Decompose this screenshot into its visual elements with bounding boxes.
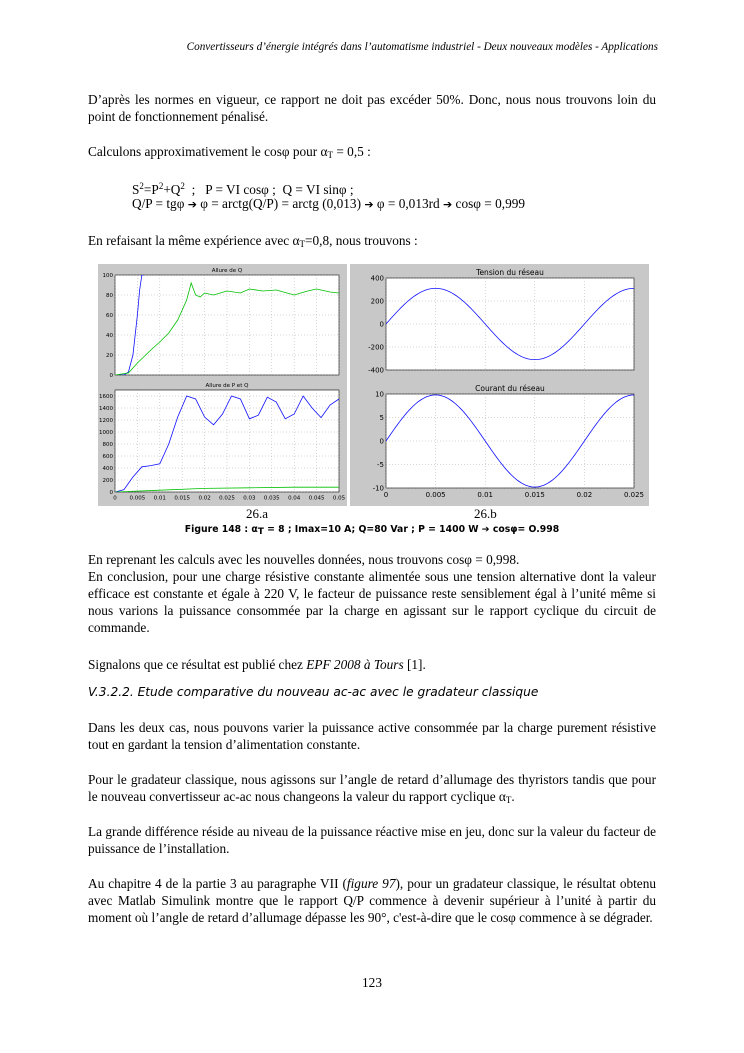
text: =0,8, nous trouvons :	[304, 233, 418, 248]
text: Calculons approximativement le cosφ pour α	[88, 144, 328, 159]
x-tick-label: 0.05	[332, 495, 346, 502]
y-tick-label: 0	[379, 320, 384, 329]
x-tick-label: 0.01	[153, 495, 166, 502]
paragraph-norms: D’après les normes en vigueur, ce rapport ne doit pas excéder 50%. Donc, nous nous trouvons loin du point de fonctionnement pénalisé.	[88, 92, 656, 124]
text: En refaisant la même expérience avec α	[88, 233, 300, 248]
arrow-icon: ➔	[481, 524, 490, 535]
y-tick-label: 10	[375, 390, 384, 399]
x-tick-label: 0.035	[263, 495, 280, 502]
page-number: 123	[362, 975, 382, 990]
text: .	[511, 789, 515, 804]
y-tick-label: 20	[106, 352, 113, 359]
y-tick-label: 0	[109, 489, 113, 496]
y-tick-label: 600	[102, 453, 113, 460]
text: ), pour un gradateur classique, le résultat obtenu avec Matlab Simulink montre que le rapport Q/P commence à devenir supérieur à l’unité à partir du moment où l’angle de retard d’allumage dépasse les 90°, c'est-à-dire que le cosφ commence à se dégrader.	[88, 876, 657, 925]
x-tick-label: 0.02	[198, 495, 211, 502]
chart-tension-reseau	[368, 268, 634, 374]
y-tick-label: 1400	[99, 405, 113, 412]
figure-26b	[350, 264, 649, 506]
chart-courant-reseau	[373, 384, 644, 499]
superscript: 2	[158, 181, 164, 191]
paragraph-gradateur	[88, 771, 656, 809]
equation-line-2	[132, 195, 525, 213]
text: Signalons que ce résultat est publié chez	[88, 657, 307, 672]
subscript: T	[327, 150, 334, 160]
x-tick-label: 0.025	[623, 491, 645, 499]
x-tick-label: 0.04	[288, 495, 301, 502]
x-tick-label: 0.015	[174, 495, 191, 502]
chart-allure-p-q	[99, 383, 346, 502]
caption-text: Figure 148 : α	[184, 524, 258, 535]
y-tick-label: 5	[379, 413, 384, 422]
superscript: 2	[180, 181, 185, 191]
eq-text: cosφ = 0,999	[452, 196, 526, 211]
caption-text: cosφ= O.998	[489, 524, 560, 535]
paragraph-calcul	[88, 143, 656, 164]
y-tick-label: 80	[106, 292, 113, 299]
paragraph-experience	[88, 232, 656, 253]
y-tick-label: 60	[106, 312, 113, 319]
arrow-icon: ➔	[364, 198, 374, 211]
publication-venue: EPF 2008 à Tours	[306, 657, 404, 672]
text: Au chapitre 4 de la partie 3 au paragraphe VII (	[88, 876, 347, 891]
eq-text: φ = 0,013rd	[373, 196, 444, 211]
figure-label-b: 26.b	[474, 506, 497, 521]
eq-text: =P	[143, 182, 159, 197]
y-tick-label: 0	[379, 437, 384, 446]
y-tick-label: 200	[102, 477, 113, 484]
text: Pour le gradateur classique, nous agissons sur l’angle de retard d’allumage des thyristors tandis que pour le nouveau convertisseur ac-ac nous changeons la valeur du rapport cyclique α	[88, 772, 656, 804]
y-tick-label: 1600	[99, 393, 113, 400]
x-tick-label: 0.03	[243, 495, 256, 502]
superscript: 2	[139, 181, 144, 191]
figure-reference: figure 97	[346, 876, 396, 891]
x-tick-label: 0.02	[576, 491, 593, 499]
chart-title: Allure de P et Q	[205, 383, 249, 389]
x-tick-label: 0	[113, 495, 117, 502]
x-tick-label: 0.045	[308, 495, 325, 502]
y-tick-label: 40	[106, 332, 113, 339]
y-tick-label: 1000	[99, 429, 113, 436]
section-heading: V.3.2.2. Etude comparative du nouveau ac-ac avec le gradateur classique	[88, 685, 539, 699]
y-tick-label: 800	[102, 441, 113, 448]
paragraph-difference: La grande différence réside au niveau de la puissance réactive mise en jeu, donc sur la valeur du facteur de puissance de l’installation.	[88, 824, 656, 856]
y-tick-label: -400	[368, 366, 384, 375]
y-tick-label: 1200	[99, 417, 113, 424]
chart-title: Tension du réseau	[476, 268, 544, 277]
caption-text: = 8 ; Imax=10 A; Q=80 Var ; P = 1400 W	[263, 524, 482, 535]
y-tick-label: 100	[102, 272, 113, 279]
y-tick-label: -5	[377, 460, 384, 469]
paragraph-chapitre	[88, 875, 656, 926]
arrow-icon: ➔	[443, 198, 453, 211]
x-tick-label: 0.005	[425, 491, 446, 499]
y-tick-label: -10	[372, 484, 384, 493]
x-tick-label: 0.015	[524, 491, 545, 499]
eq-text: Q/P = tgφ	[132, 196, 188, 211]
x-tick-label: 0.005	[129, 495, 146, 502]
arrow-icon: ➔	[187, 198, 197, 211]
paragraph-deux-cas: Dans les deux cas, nous pouvons varier la puissance active consommée par la charge purement résistive tout en gardant la tension d’alimentation constante.	[88, 720, 656, 752]
figure-26a	[98, 264, 347, 506]
x-tick-label: 0.025	[219, 495, 235, 502]
y-tick-label: 0	[109, 372, 113, 379]
text: [1].	[403, 657, 426, 672]
text: = 0,5 :	[333, 144, 371, 159]
subscript: T	[505, 795, 512, 805]
chart-allure-q	[103, 268, 340, 379]
paragraph-publication	[88, 656, 656, 673]
y-tick-label: 400	[370, 274, 384, 283]
y-tick-label: 400	[102, 465, 113, 472]
paragraph-results: En reprenant les calculs avec les nouvelles données, nous trouvons cosφ = 0,998.	[88, 552, 520, 567]
chart-title: Courant du réseau	[475, 384, 545, 393]
subscript: T	[299, 239, 305, 249]
y-tick-label: 200	[370, 297, 384, 306]
figure-label-a: 26.a	[246, 506, 269, 521]
eq-text: ; P = VI cosφ ; Q = VI sinφ ;	[184, 182, 354, 197]
chart-title: Allure de Q	[211, 268, 243, 274]
x-tick-label: 0	[383, 491, 389, 499]
y-tick-label: -200	[368, 343, 384, 352]
running-header: Convertisseurs d’énergie intégrés dans l’automatisme industriel - Deux nouveaux modèles - Applications	[186, 41, 658, 53]
eq-text: φ = arctg(Q/P) = arctg (0,013)	[196, 196, 365, 211]
x-tick-label: 0.01	[477, 491, 493, 499]
eq-text: S	[132, 182, 140, 197]
paragraph-conclusion: En conclusion, pour une charge résistive constante alimentée sous une tension alternative dont la valeur efficace est constante et égale à 220 V, le facteur de puissance reste sensiblement égal à l’unité même si nous varions la puissance consommée par la charge en agissant sur le rapport cyclique du circuit de commande.	[88, 569, 656, 635]
eq-text: +Q	[163, 182, 181, 197]
figure-caption	[0, 524, 744, 537]
subscript: T	[257, 527, 264, 537]
